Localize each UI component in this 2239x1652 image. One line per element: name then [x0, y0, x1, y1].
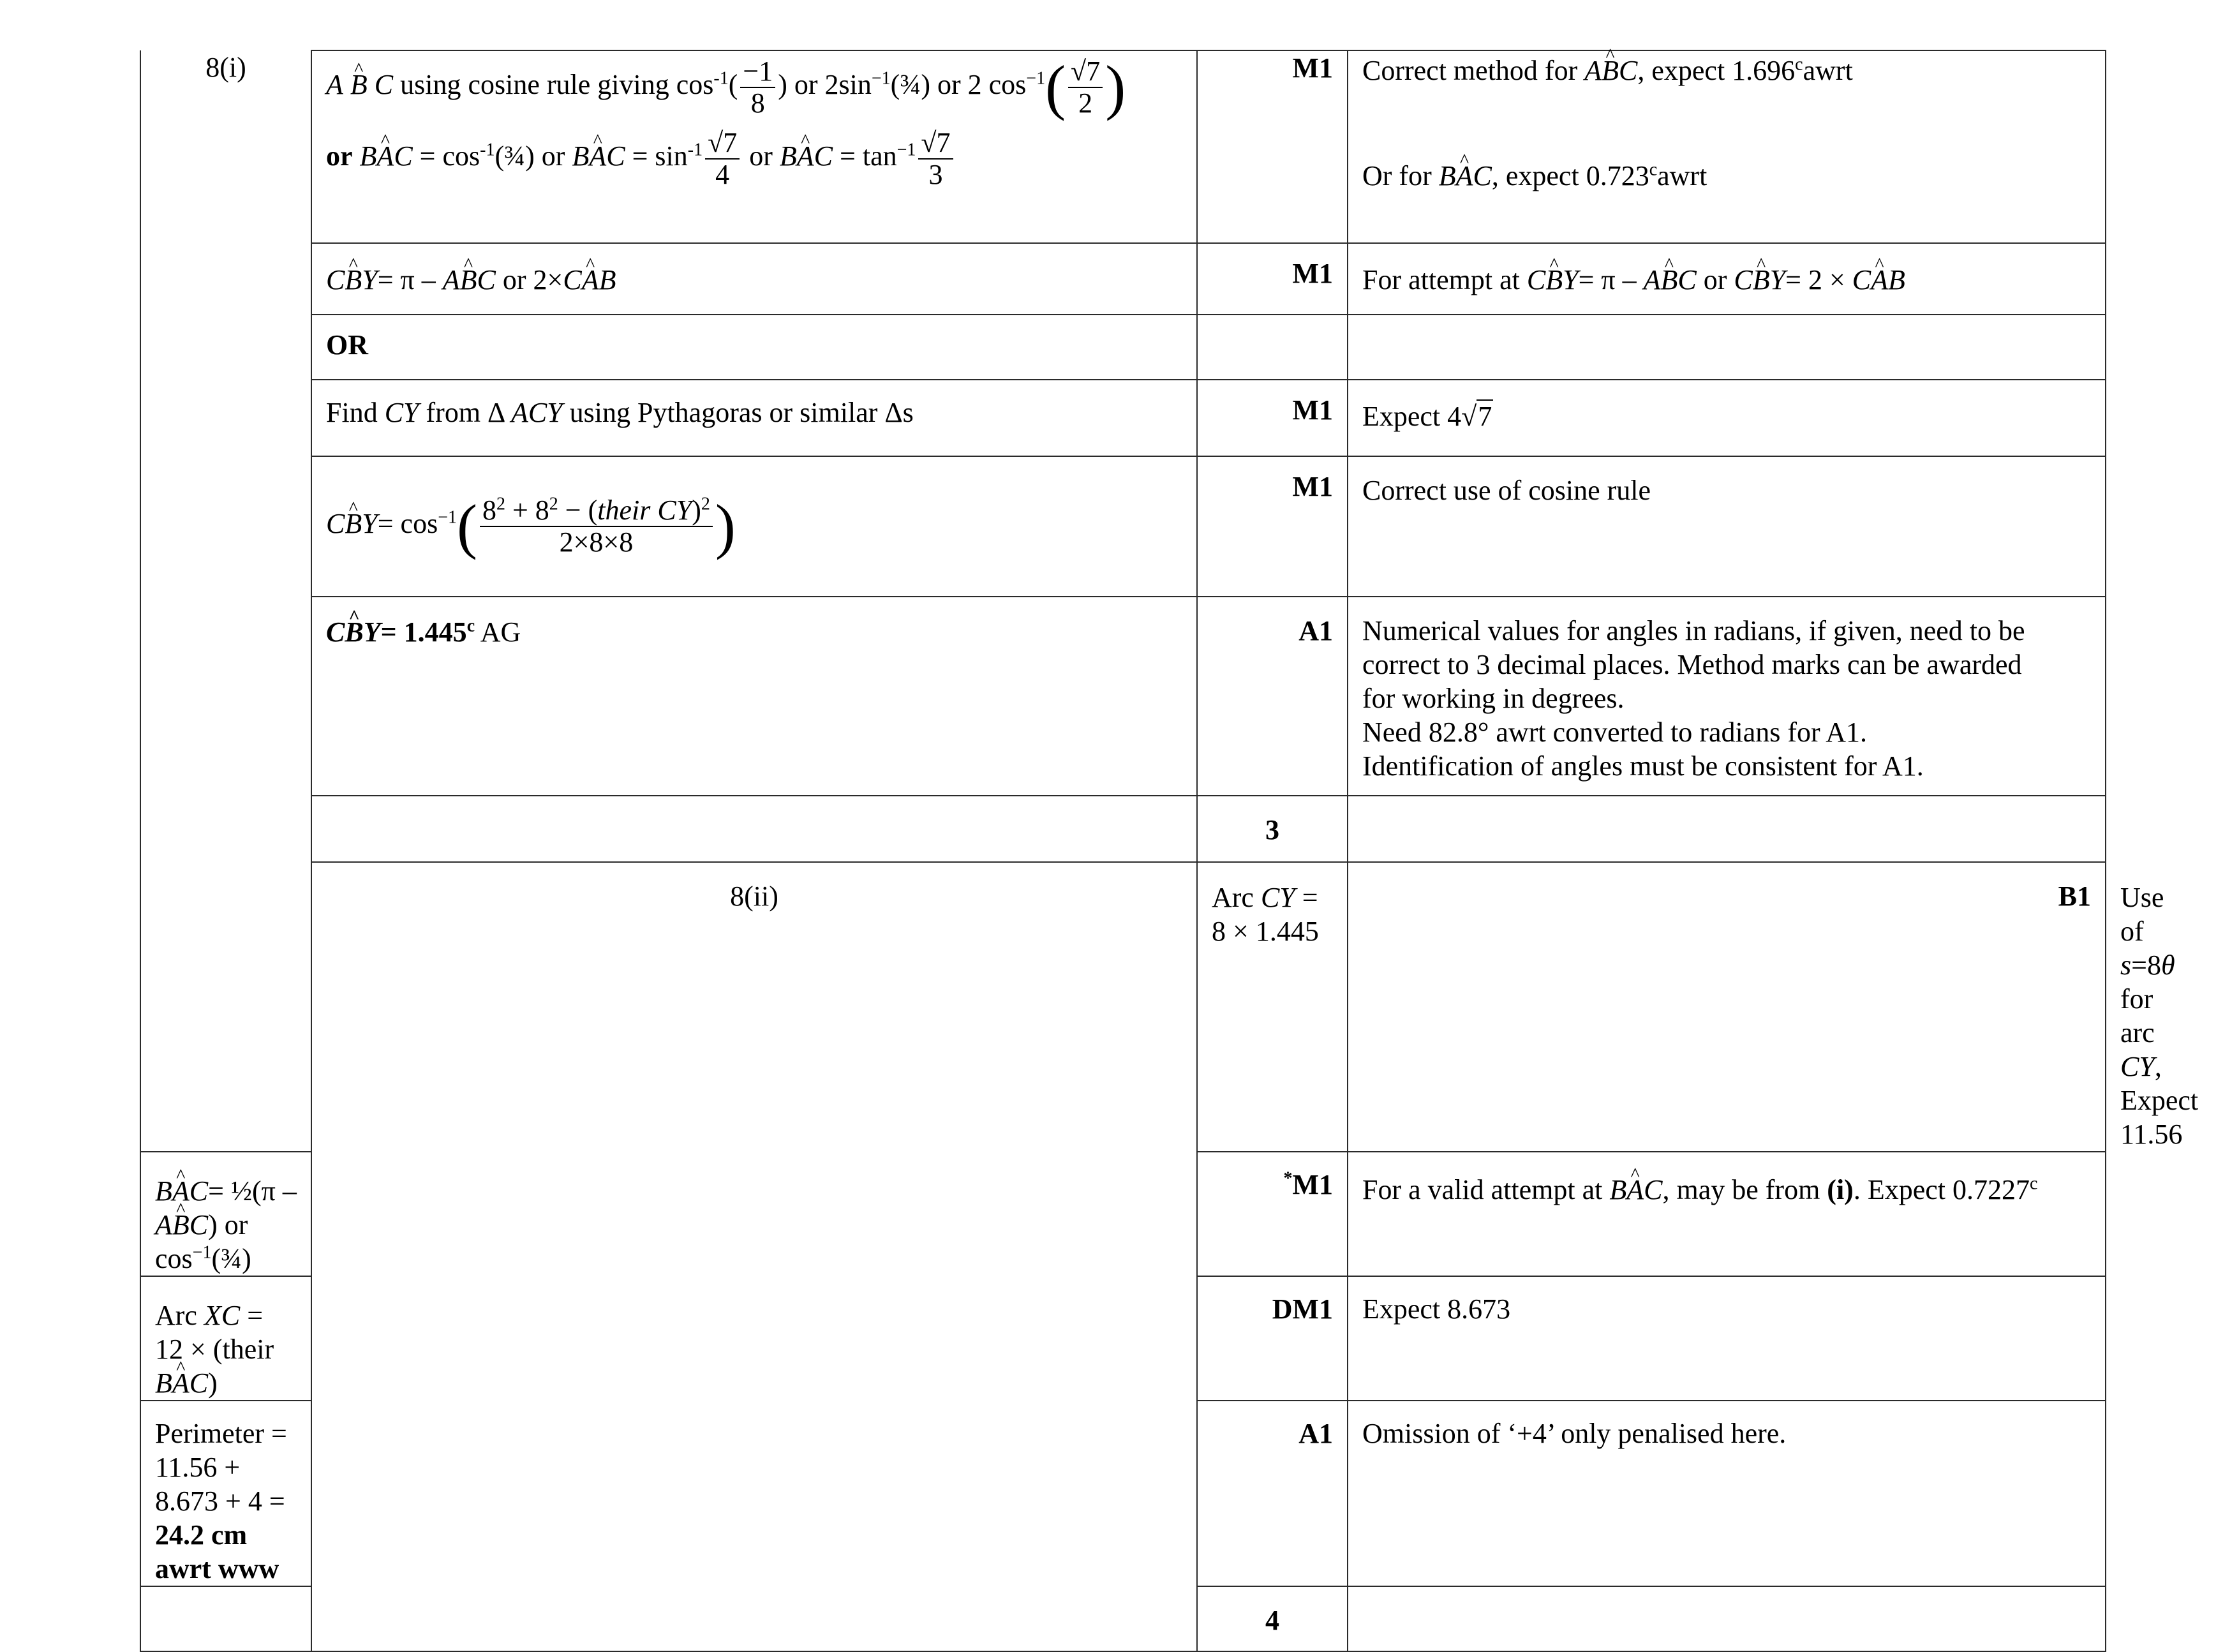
answer-cell — [311, 796, 1197, 862]
mark-cell: M1 — [1197, 243, 1348, 315]
guidance-cell — [1348, 315, 2106, 380]
fraction: $\frac{√7}{4}$ — [705, 128, 740, 190]
q8i-row-method-abc — [140, 50, 2106, 243]
guidance-cell: Correct use of cosine rule — [1348, 456, 2106, 597]
fraction: $\frac{√7}{2}$ — [1068, 56, 1103, 119]
question-number: 8(i) — [205, 52, 246, 83]
answer-cell: C^ BY= 1.445$^c$ AG — [311, 597, 1197, 796]
mark-cell: M1 — [1197, 380, 1348, 456]
guidance-cell: Correct method for A^ BC, expect 1.696$^c$awrt Or for B^ AC, expect 0.723$^c$awrt — [1348, 50, 2106, 243]
guidance-cell: Expect 8.673 — [1348, 1276, 2106, 1401]
guidance-notes: Numerical values for angles in radians, if given, need to be correct to 3 decimal places. Method marks can be awarded for working in degrees. Need 82.8° awrt converted to radians for A1. Identification of angles must be consistent for A1. — [1362, 615, 2025, 782]
q8i-row-cby — [140, 243, 2106, 315]
question-label-8i — [140, 50, 311, 1152]
guidance-cell: Expect 4√7 — [1348, 380, 2106, 456]
mark-cell: A1 — [1197, 597, 1348, 796]
mark-scheme-table — [140, 50, 2199, 1652]
answer-cell: Arc CY = 8 × 1.445 — [1197, 862, 1348, 1152]
answer-cell — [140, 1586, 311, 1651]
q8i-row-cosine — [140, 456, 2106, 597]
guidance-cell — [1348, 796, 2106, 862]
q8i-row-or — [140, 315, 2106, 380]
guidance-cell: For a valid attempt at B^ AC, may be from (i). Expect 0.7227$^c$ — [1348, 1152, 2106, 1276]
q8i-row-find-cy — [140, 380, 2106, 456]
guidance-cell: For attempt at C^ BY= π – A^ BC or C^ BY= 2 × C^ AB — [1348, 243, 2106, 315]
mark-cell: M1 — [1197, 456, 1348, 597]
guidance-cell — [1348, 1586, 2106, 1651]
question-number: 8(ii) — [730, 881, 778, 912]
answer-cell: C^ BY= π – A^ BC or 2×C^ AB — [311, 243, 1197, 315]
mark-cell: M1 — [1197, 50, 1348, 243]
mark-cell: A1 — [1197, 1401, 1348, 1586]
q8ii-row-arc-cy: 8(ii) Arc CY = 8 × 1.445 B1 Use of s=8θ for arc CY, Expect 11.56 — [140, 862, 2106, 1152]
q8i-row-result — [140, 597, 2106, 796]
fraction: $\frac{√7}{3}$ — [918, 128, 953, 190]
q8i-row-total — [140, 796, 2106, 862]
answer-cell: Arc XC = 12 × (their B^ AC) — [140, 1276, 311, 1401]
total-mark-cell: 3 — [1197, 796, 1348, 862]
question-label-8ii — [311, 862, 1197, 1651]
answer-cell: OR — [311, 315, 1197, 380]
guidance-cell: Omission of ‘+4’ only penalised here. — [1348, 1401, 2106, 1586]
fraction: $\frac{-1}{8}$ — [740, 56, 775, 119]
mark-cell — [1197, 315, 1348, 380]
guidance-cell — [1348, 597, 2106, 796]
fraction: $\frac{8^2 + 8^2 - (their CY)^2}{2\times 8\times 8}$ — [480, 495, 713, 558]
total-mark-cell: 4 — [1197, 1586, 1348, 1651]
mark-cell: DM1 — [1197, 1276, 1348, 1401]
answer-cell: A ^ B C using cosine rule giving $\cos^{-1}$( $\frac{-1}{8}$ ) or $2\sin^{-1}(\frac{3}{4})$ or 2 $\cos^{-1}$( $\frac{√7}{2}$ ) or B^ AC = $\cos^{-1}(\frac{3}{4})$ or B^ AC = $\sin^{-1}$ $\frac{√7}{4}$ or B^ AC = $\tan^{-1}$ $\frac{√7}{3}$ — [311, 50, 1197, 243]
mark-cell: *M1 — [1197, 1152, 1348, 1276]
answer-cell: B^ AC= ½(π – A^ BC) or $\cos^{-1}(\frac{3}{4})$ — [140, 1152, 311, 1276]
answer-cell: Perimeter = 11.56 + 8.673 + 4 = 24.2 cm awrt www — [140, 1401, 311, 1586]
answer-cell: Find CY from Δ ACY using Pythagoras or similar Δs — [311, 380, 1197, 456]
answer-cell: C^ $BY= \cos^{-1}$( $\frac{8^2 + 8^2 - (their CY)^2}{2\times 8\times 8}$ ) — [311, 456, 1197, 597]
mark-cell: B1 — [1348, 862, 2106, 1152]
